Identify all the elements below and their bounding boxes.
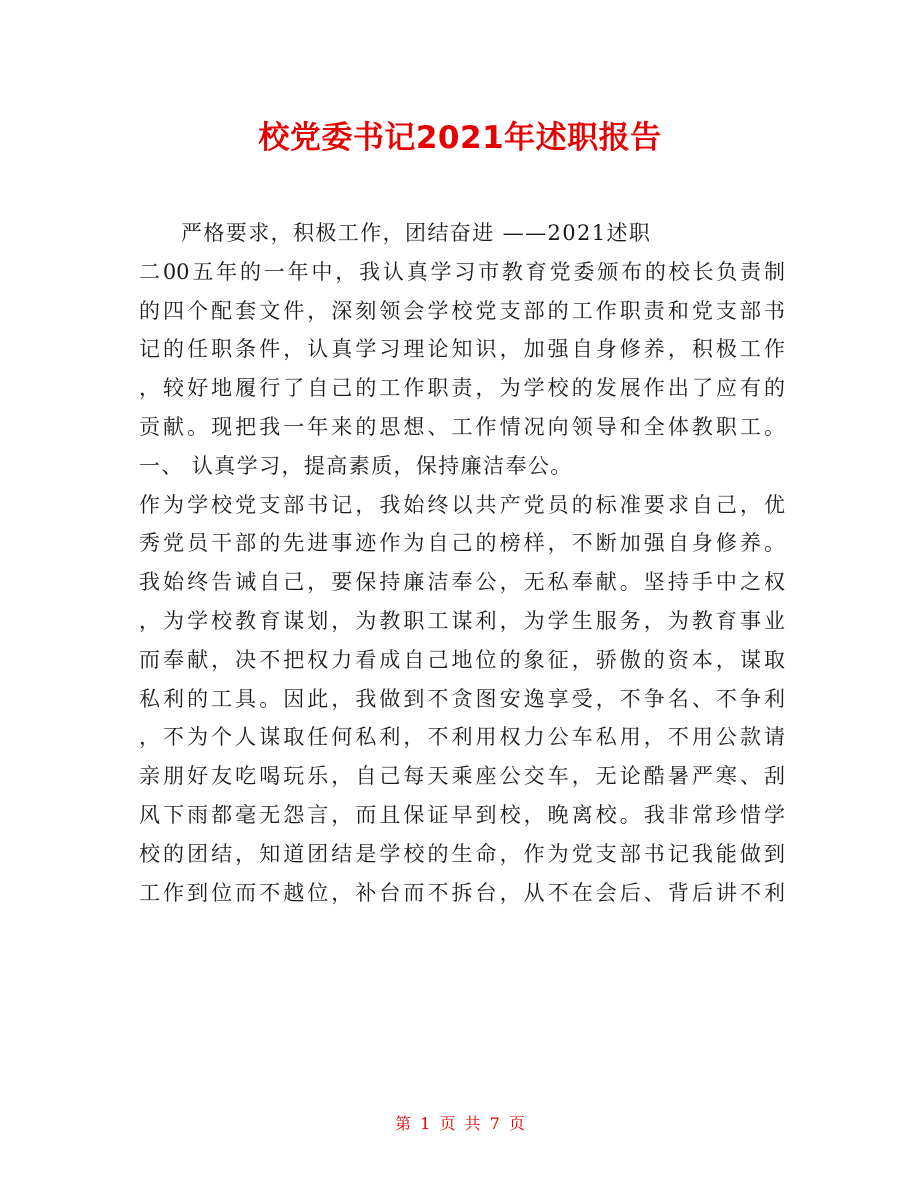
- body-line: 校的团结，知道团结是学校的生命，作为党支部书记我能做到: [139, 841, 785, 866]
- body-line: 贡献。现把我一年来的思想、工作情况向领导和全体教职工。: [139, 414, 785, 439]
- body-line: 私利的工具。因此，我做到不贪图安逸享受，不争名、不争利: [139, 686, 785, 711]
- body-line: 作为学校党支部书记，我始终以共产党员的标准要求自己，优: [139, 492, 785, 517]
- body-line: ，不为个人谋取任何私利，不利用权力公车私用，不用公款请: [139, 725, 785, 750]
- document-title: 校党委书记2021年述职报告: [258, 120, 662, 156]
- body-line: 而奉献，决不把权力看成自己地位的象征，骄傲的资本，谋取: [139, 647, 785, 672]
- body-line: 亲朋好友吃喝玩乐，自己每天乘座公交车，无论酷暑严寒、刮: [139, 764, 785, 789]
- body-line: 的四个配套文件，深刻领会学校党支部的工作职责和党支部书: [139, 298, 785, 323]
- body-line: 秀党员干部的先进事迹作为自己的榜样，不断加强自身修养。: [139, 531, 785, 556]
- body-line: 风下雨都毫无怨言，而且保证早到校，晚离校。我非常珍惜学: [139, 802, 785, 827]
- body-line: 工作到位而不越位，补台而不拆台，从不在会后、背后讲不利: [139, 880, 785, 905]
- body-line: ，为学校教育谋划，为教职工谋利，为学生服务，为教育事业: [139, 608, 785, 633]
- subtitle-line: 严格要求，积极工作，团结奋进 ——2021述职: [181, 221, 652, 245]
- page-number-footer: 第 1 页 共 7 页: [395, 1114, 525, 1133]
- body-line: 二00五年的一年中，我认真学习市教育党委颁布的校长负责制: [139, 259, 785, 284]
- body-line: 记的任职条件，认真学习理论知识，加强自身修养，积极工作: [139, 337, 785, 362]
- document-body: [139, 214, 785, 912]
- body-line: ，较好地履行了自己的工作职责，为学校的发展作出了应有的: [139, 376, 785, 401]
- section-heading-line: 一、 认真学习，提高素质，保持廉洁奉公。: [139, 453, 573, 478]
- body-line: 我始终告诫自己，要保持廉洁奉公，无私奉献。坚持手中之权: [139, 570, 785, 595]
